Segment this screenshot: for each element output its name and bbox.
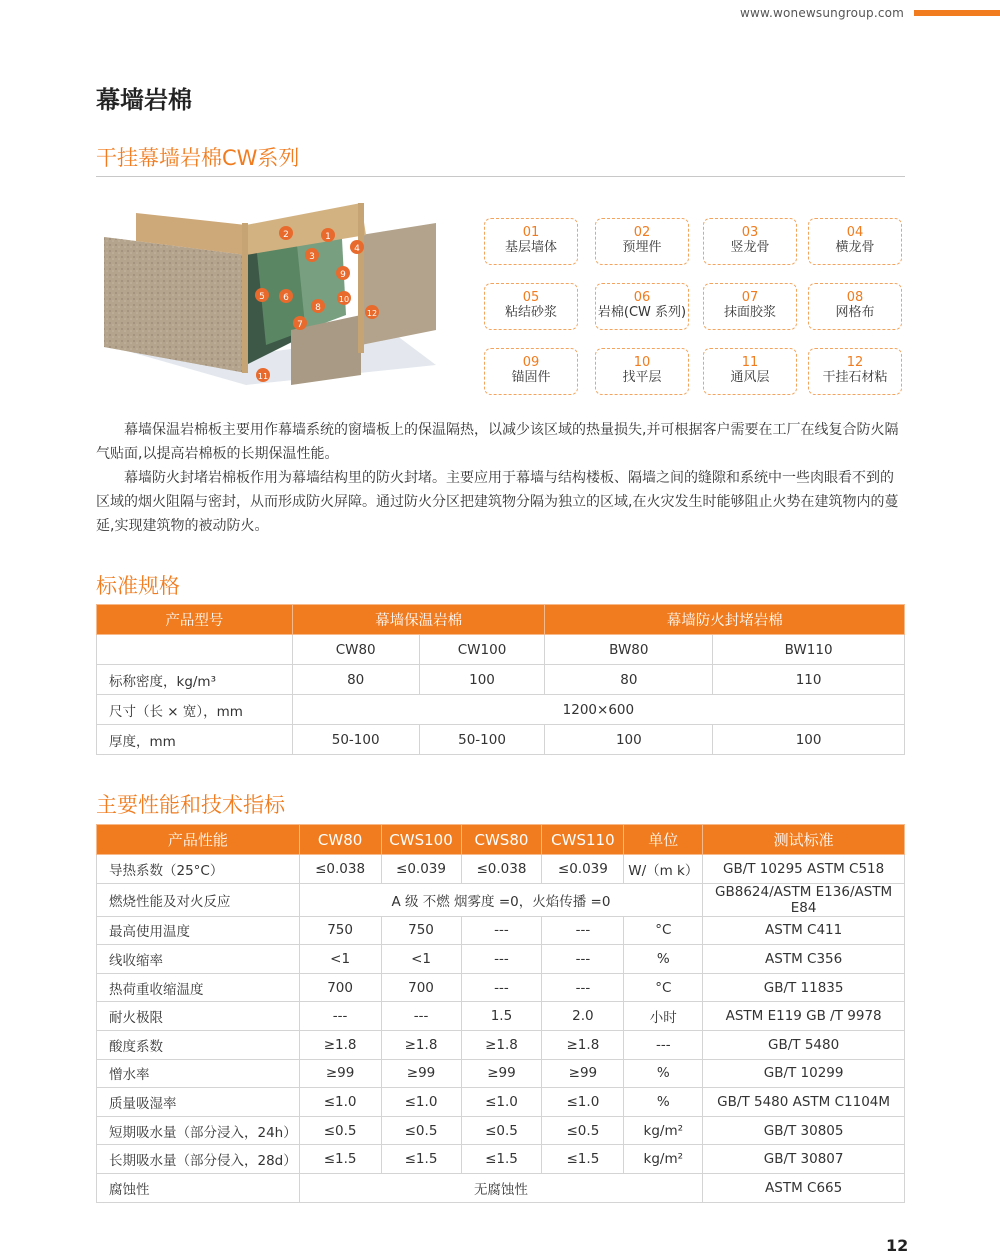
table-cell: --- <box>542 973 624 1002</box>
table-header-row <box>97 825 905 855</box>
table-cell: 750 <box>299 916 381 945</box>
table-row <box>97 725 905 755</box>
table-cell: --- <box>542 945 624 974</box>
layer-item: 12 干挂石材粘 <box>808 348 902 395</box>
table-cell: GB/T 5480 <box>703 1030 905 1059</box>
table-cell: CW80 <box>292 635 419 665</box>
table-cell: --- <box>461 945 542 974</box>
layer-item: 05 粘结砂浆 <box>484 283 578 330</box>
table-cell: --- <box>461 973 542 1002</box>
table-cell: ASTM C356 <box>703 945 905 974</box>
table-cell: ≤1.5 <box>542 1145 624 1174</box>
layer-item: 10 找平层 <box>595 348 689 395</box>
performance-table <box>96 824 905 1203</box>
table-cell: GB/T 10299 <box>703 1059 905 1088</box>
table-cell: 50-100 <box>419 725 545 755</box>
table-cell: W/（m k） <box>624 855 703 884</box>
row-label: 燃烧性能及对火反应 <box>97 883 300 916</box>
table-cell: kg/m² <box>624 1116 703 1145</box>
table-row <box>97 1145 905 1174</box>
table-header: CW80 <box>299 825 381 855</box>
table-cell: <1 <box>299 945 381 974</box>
marker-1: 1 <box>325 232 331 242</box>
table-cell: ≤0.039 <box>381 855 461 884</box>
table-cell: 700 <box>299 973 381 1002</box>
layer-item: 02 预埋件 <box>595 218 689 265</box>
table-cell: --- <box>381 1002 461 1031</box>
layer-item: 03 竖龙骨 <box>703 218 797 265</box>
marker-4: 4 <box>354 244 360 254</box>
table-cell: ≥99 <box>381 1059 461 1088</box>
table-cell: ASTM C411 <box>703 916 905 945</box>
table-cell: ASTM E119 GB /T 9978 <box>703 1002 905 1031</box>
table-cell: --- <box>461 916 542 945</box>
table-cell: BW110 <box>713 635 905 665</box>
section-title-spec: 标准规格 <box>96 574 180 598</box>
row-label: 长期吸水量（部分侵入，28d） <box>97 1145 300 1174</box>
table-cell: 100 <box>419 665 545 695</box>
table-cell: 700 <box>381 973 461 1002</box>
row-label: 最高使用温度 <box>97 916 300 945</box>
table-header: 产品型号 <box>97 605 293 635</box>
table-cell: 1.5 <box>461 1002 542 1031</box>
marker-8: 8 <box>315 303 321 313</box>
table-row <box>97 1116 905 1145</box>
table-cell: GB/T 10295 ASTM C518 <box>703 855 905 884</box>
marker-9: 9 <box>340 270 346 280</box>
table-row <box>97 916 905 945</box>
section-title-cw-series: 干挂幕墙岩棉CW系列 <box>96 146 300 170</box>
marker-6: 6 <box>283 293 289 303</box>
marker-11: 11 <box>257 372 269 381</box>
marker-10: 10 <box>338 295 350 304</box>
table-row <box>97 1030 905 1059</box>
row-label: 质量吸湿率 <box>97 1088 300 1117</box>
table-cell: ≤0.5 <box>461 1116 542 1145</box>
table-cell: A 级 不燃 烟雾度 =0，火焰传播 =0 <box>299 883 703 916</box>
table-cell: 无腐蚀性 <box>299 1173 703 1202</box>
table-header: CWS80 <box>461 825 542 855</box>
layer-item: 01 基层墙体 <box>484 218 578 265</box>
table-cell: ≤1.0 <box>381 1088 461 1117</box>
marker-3: 3 <box>309 252 315 262</box>
description-paragraph: 幕墙防火封堵岩棉板作用为幕墙结构里的防火封堵。主要应用于幕墙与结构楼板、隔墙之间的缝隙和系统中一些肉眼看不到的区域的烟火阻隔与密封，从而形成防火屏障。通过防火分区把建筑物分隔为独立的区域,在火灾发生时能够阻止火势在建筑物内的蔓延,实现建筑物的被动防火。 <box>96 470 899 534</box>
table-cell: ≤0.038 <box>461 855 542 884</box>
top-bar <box>0 0 1000 24</box>
table-cell: <1 <box>381 945 461 974</box>
table-cell: ≥99 <box>461 1059 542 1088</box>
table-cell: ≤0.5 <box>381 1116 461 1145</box>
page-title: 幕墙岩棉 <box>96 86 192 114</box>
table-row <box>97 1173 905 1202</box>
table-cell: ≥1.8 <box>542 1030 624 1059</box>
marker-5: 5 <box>259 292 265 302</box>
table-cell: --- <box>542 916 624 945</box>
table-row <box>97 1002 905 1031</box>
table-cell: ≤1.0 <box>542 1088 624 1117</box>
website-url[interactable]: www.wonewsungroup.com <box>740 6 905 20</box>
row-label: 腐蚀性 <box>97 1173 300 1202</box>
section-divider <box>96 176 905 177</box>
table-cell: 1200×600 <box>292 695 904 725</box>
table-row <box>97 1088 905 1117</box>
table-cell: ≤0.5 <box>542 1116 624 1145</box>
layer-legend <box>484 218 904 396</box>
layer-item: 08 网格布 <box>808 283 902 330</box>
table-cell: % <box>624 945 703 974</box>
row-label: 导热系数（25°C） <box>97 855 300 884</box>
row-label: 酸度系数 <box>97 1030 300 1059</box>
table-cell: °C <box>624 973 703 1002</box>
row-label: 尺寸（长 × 宽），mm <box>97 695 293 725</box>
layer-item: 09 锚固件 <box>484 348 578 395</box>
section-title-performance: 主要性能和技术指标 <box>96 793 285 817</box>
layer-item: 04 横龙骨 <box>808 218 902 265</box>
table-cell: ≥99 <box>299 1059 381 1088</box>
table-cell: --- <box>299 1002 381 1031</box>
table-cell: 100 <box>713 725 905 755</box>
table-header: 测试标准 <box>703 825 905 855</box>
layer-item: 11 通风层 <box>703 348 797 395</box>
table-cell: 小时 <box>624 1002 703 1031</box>
table-row <box>97 883 905 916</box>
description-paragraph: 幕墙保温岩棉板主要用作幕墙系统的窗墙板上的保温隔热，以减少该区域的热量损失,并可根据客户需要在工厂在线复合防火隔气贴面,以提高岩棉板的长期保温性能。 <box>96 422 899 462</box>
table-cell: 80 <box>292 665 419 695</box>
table-cell: 80 <box>545 665 713 695</box>
table-cell: kg/m² <box>624 1145 703 1174</box>
table-header: CWS100 <box>381 825 461 855</box>
table-cell: GB8624/ASTM E136/ASTM E84 <box>703 883 905 916</box>
table-cell: BW80 <box>545 635 713 665</box>
row-label: 憎水率 <box>97 1059 300 1088</box>
row-label: 线收缩率 <box>97 945 300 974</box>
curtain-wall-diagram <box>96 195 456 395</box>
table-cell: GB/T 30805 <box>703 1116 905 1145</box>
table-cell: 110 <box>713 665 905 695</box>
row-label: 热荷重收缩温度 <box>97 973 300 1002</box>
marker-12: 12 <box>366 309 378 318</box>
page-number: 12 <box>886 1236 909 1255</box>
table-cell: GB/T 30807 <box>703 1145 905 1174</box>
table-cell: % <box>624 1059 703 1088</box>
table-cell: GB/T 11835 <box>703 973 905 1002</box>
table-cell: % <box>624 1088 703 1117</box>
table-cell: GB/T 5480 ASTM C1104M <box>703 1088 905 1117</box>
table-cell: ≤1.5 <box>299 1145 381 1174</box>
table-cell: ≥99 <box>542 1059 624 1088</box>
spec-table <box>96 604 905 755</box>
table-cell: ≤1.5 <box>461 1145 542 1174</box>
table-cell: ≤0.038 <box>299 855 381 884</box>
table-row <box>97 665 905 695</box>
table-cell: ≤1.0 <box>461 1088 542 1117</box>
table-cell: ≥1.8 <box>299 1030 381 1059</box>
layer-item: 06 岩棉(CW 系列) <box>595 283 689 330</box>
table-cell: °C <box>624 916 703 945</box>
table-row <box>97 973 905 1002</box>
table-header: CWS110 <box>542 825 624 855</box>
row-label: 耐火极限 <box>97 1002 300 1031</box>
table-header: 产品性能 <box>97 825 300 855</box>
table-row <box>97 695 905 725</box>
row-label: 厚度，mm <box>97 725 293 755</box>
table-cell: CW100 <box>419 635 545 665</box>
table-cell: ≤0.039 <box>542 855 624 884</box>
table-cell: ≤1.5 <box>381 1145 461 1174</box>
table-row <box>97 945 905 974</box>
marker-2: 2 <box>283 230 289 240</box>
layer-item: 07 抹面胶浆 <box>703 283 797 330</box>
table-cell: 50-100 <box>292 725 419 755</box>
table-header-row <box>97 605 905 635</box>
table-cell: 750 <box>381 916 461 945</box>
table-row <box>97 855 905 884</box>
table-row <box>97 1059 905 1088</box>
table-cell: 2.0 <box>542 1002 624 1031</box>
table-cell: ≤0.5 <box>299 1116 381 1145</box>
table-header: 幕墙保温岩棉 <box>292 605 545 635</box>
table-row <box>97 635 905 665</box>
table-cell: --- <box>624 1030 703 1059</box>
table-cell: ≤1.0 <box>299 1088 381 1117</box>
marker-7: 7 <box>297 320 303 330</box>
performance-table-body <box>97 855 905 1203</box>
table-header: 幕墙防火封堵岩棉 <box>545 605 905 635</box>
table-cell: ASTM C665 <box>703 1173 905 1202</box>
row-label: 标称密度，kg/m³ <box>97 665 293 695</box>
header-accent-bar <box>914 10 1000 16</box>
table-cell: ≥1.8 <box>461 1030 542 1059</box>
table-cell: 100 <box>545 725 713 755</box>
row-label: 短期吸水量（部分浸入，24h） <box>97 1116 300 1145</box>
table-cell: ≥1.8 <box>381 1030 461 1059</box>
table-header: 单位 <box>624 825 703 855</box>
